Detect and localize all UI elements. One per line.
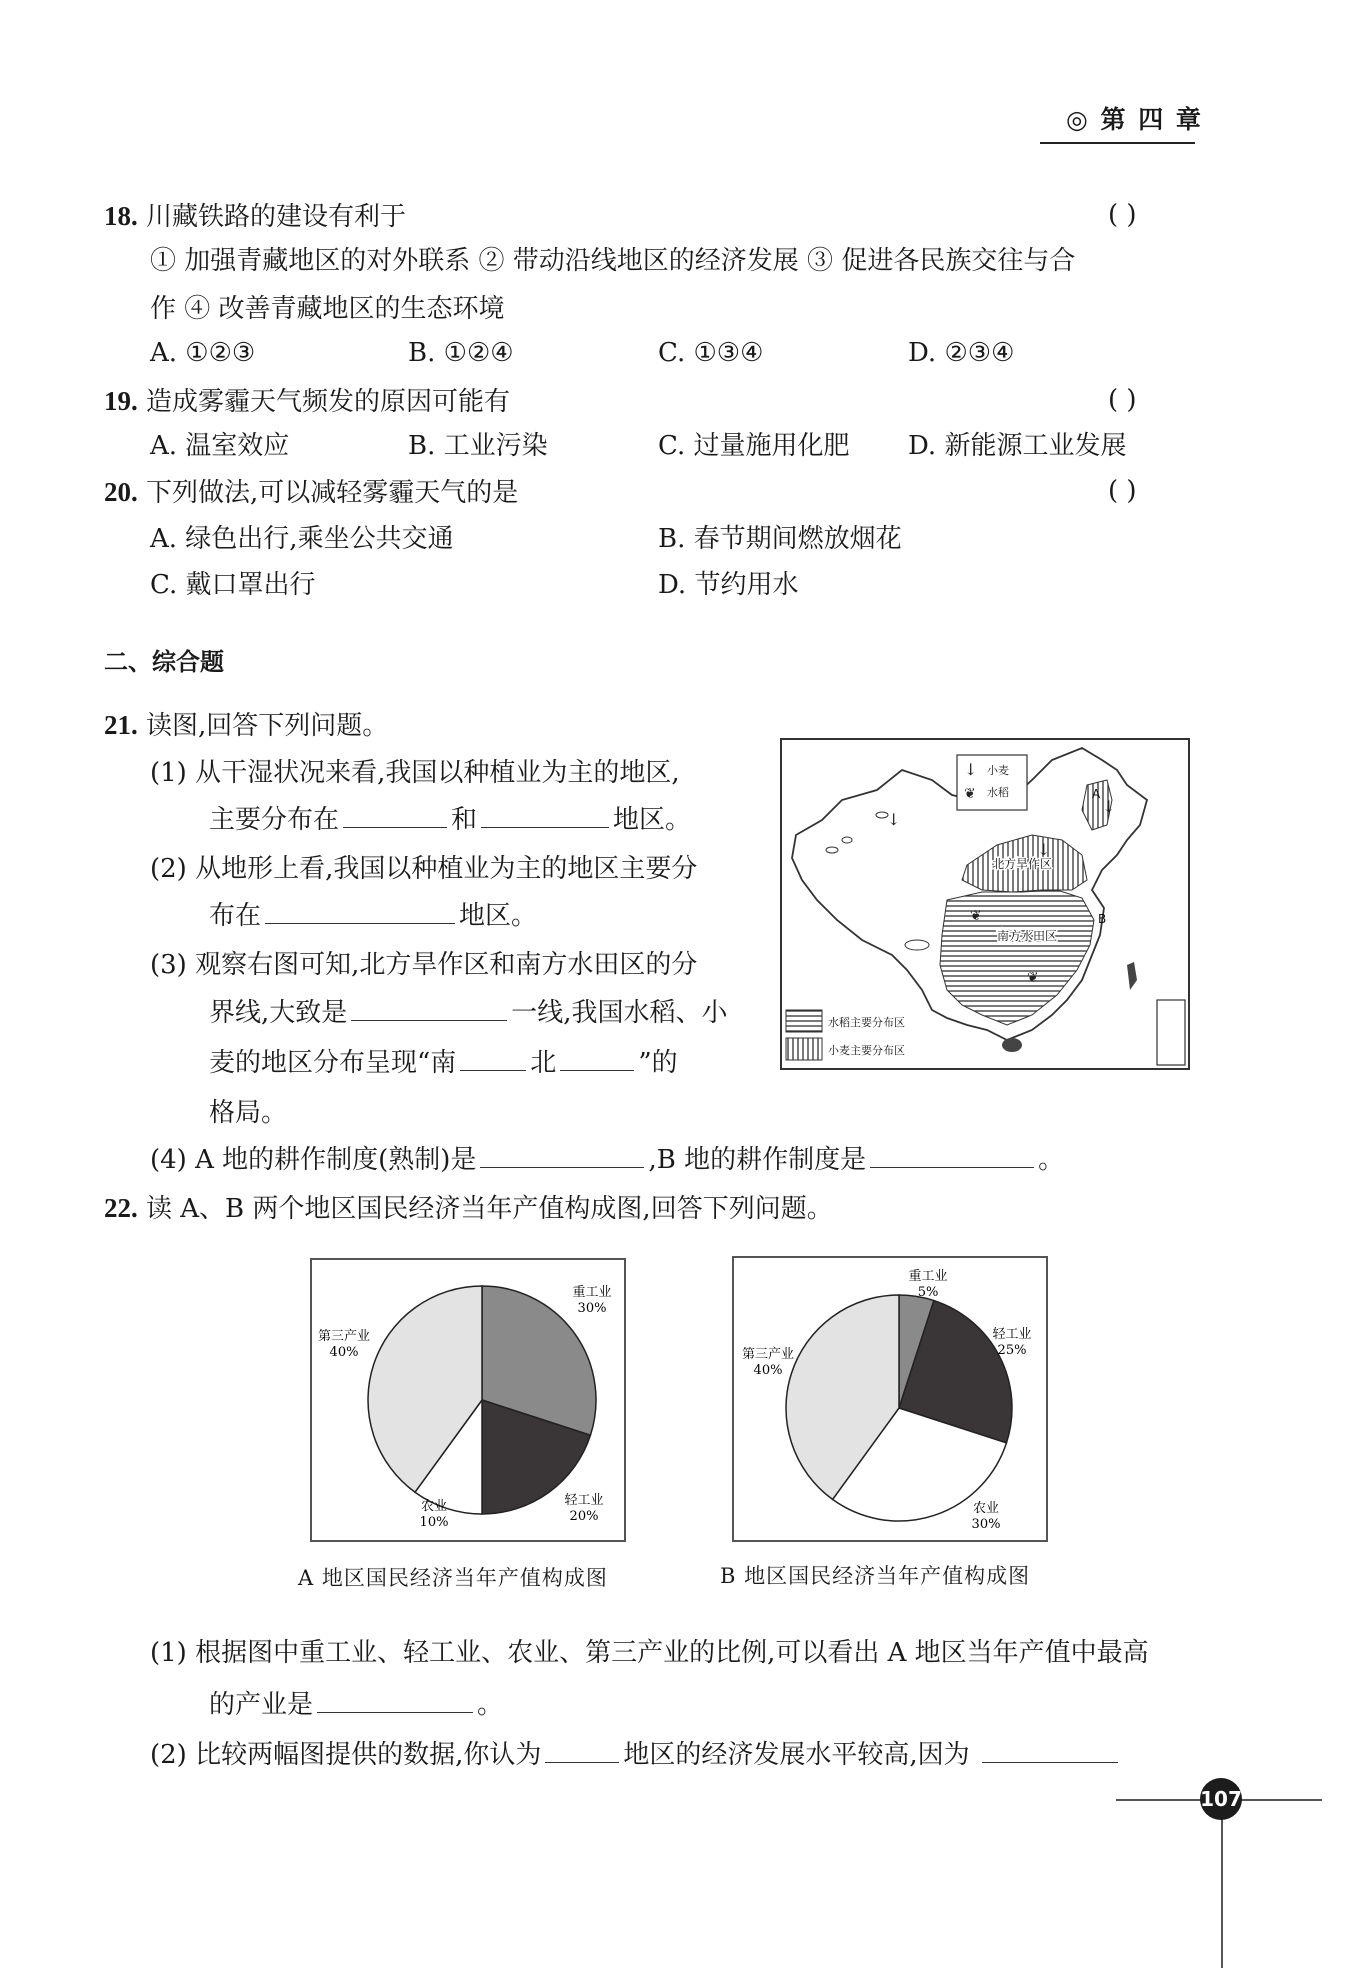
q18-stem [104, 203, 406, 230]
q19-answer-paren: ( ) [1108, 385, 1137, 415]
q22-part1-line1: (1) 根据图中重工业、轻工业、农业、第三产业的比例,可以看出 A 地区当年产值中最高 [150, 1638, 1149, 1668]
q20-option-b: B. 春节期间燃放烟花 [658, 524, 902, 554]
q21-p1-mid: 和 [451, 805, 478, 835]
wheat-marker: ↓ [887, 810, 901, 829]
q20-answer-paren: ( ) [1108, 476, 1137, 506]
q22-text: 读 A、B 两个地区国民经济当年产值构成图,回答下列问题。 [146, 1194, 833, 1224]
q20-option-d: D. 节约用水 [658, 570, 799, 600]
map-label-b: B [1098, 912, 1107, 926]
answer-blank[interactable] [545, 1761, 619, 1763]
q20-text: 下列做法,可以减轻雾霾天气的是 [146, 478, 519, 508]
answer-blank[interactable] [351, 1019, 507, 1021]
q21-p1-post: 地区。 [613, 805, 692, 835]
answer-blank[interactable] [560, 1069, 634, 1071]
pie-slice-label: 重工业 [572, 1285, 612, 1300]
q21-p2-pre: 布在 [209, 901, 262, 931]
q19-number: 19. [104, 386, 138, 416]
pie-slice-label: 农业 [972, 1501, 1000, 1516]
q21-part2-line2 [209, 903, 537, 929]
q21-text: 读图,回答下列问题。 [146, 711, 389, 741]
rice-marker: ❦ [1027, 970, 1039, 986]
wheat-legend-icon: ↓ [964, 760, 978, 779]
q19-stem [104, 388, 510, 415]
q21-p3c-pre: 麦的地区分布呈现“南 [209, 1048, 457, 1078]
q21-part3-line3 [209, 1050, 678, 1076]
q21-p2-post: 地区。 [459, 901, 538, 931]
answer-blank[interactable] [460, 1069, 526, 1071]
pie-chart-b-frame [732, 1256, 1048, 1542]
pie-slice-label: 第三产业 [317, 1329, 371, 1344]
q19-option-b: B. 工业污染 [408, 431, 548, 461]
map-graphic [782, 740, 1188, 1068]
q21-part1-line1: (1) 从干湿状况来看,我国以种植业为主的地区, [150, 758, 680, 788]
q18-option-b: B. ①②④ [408, 338, 514, 368]
page-number-vline [1221, 1818, 1223, 1968]
q20-number: 20. [104, 477, 138, 507]
q21-p4-pre: (4) A 地的耕作制度(熟制)是 [150, 1145, 477, 1175]
q22-p1-post: 。 [477, 1690, 504, 1720]
q19-option-a: A. 温室效应 [150, 431, 290, 461]
lake [826, 847, 838, 853]
taiwan-island [1127, 962, 1137, 990]
south-paddy-zone-label: 南方水田区 [997, 929, 1058, 943]
page-number-badge [1200, 1778, 1242, 1820]
key-rice-label: 水稻主要分布区 [828, 1016, 905, 1029]
key-wheat-label: 小麦主要分布区 [828, 1044, 905, 1057]
wheat-marker: ↓ [1102, 797, 1116, 816]
wheat-marker: ↓ [1037, 840, 1051, 859]
pie-slice-value-label: 30% [971, 1517, 1001, 1532]
pie-slice-value-label: 10% [419, 1515, 449, 1530]
answer-blank[interactable] [265, 922, 455, 924]
q18-option-d: D. ②③④ [908, 338, 1015, 368]
legend-wheat: 小麦 [987, 764, 1009, 777]
key-wheat-swatch [786, 1038, 822, 1060]
q19-option-d: D. 新能源工业发展 [908, 431, 1127, 461]
q21-p1-pre: 主要分布在 [209, 805, 340, 835]
q21-stem [104, 712, 388, 739]
page-number: 107 [1200, 1787, 1242, 1811]
legend-rice: 水稻 [987, 786, 1009, 799]
answer-blank[interactable] [870, 1166, 1034, 1168]
pie-slice-label: 农业 [420, 1499, 448, 1514]
pie-chart-b-caption: B 地区国民经济当年产值构成图 [720, 1564, 1031, 1588]
q21-p4-mid: ,B 地的耕作制度是 [648, 1145, 867, 1175]
answer-blank[interactable] [343, 826, 447, 828]
rice-legend-icon: ❦ [964, 786, 976, 802]
pie-slice-value-label: 40% [753, 1363, 783, 1378]
q21-part3-line2 [209, 1000, 728, 1026]
pie-slice-label: 第三产业 [741, 1347, 795, 1362]
q22-p2-pre: (2) 比较两幅图提供的数据,你认为 [150, 1740, 542, 1770]
q21-p3c-mid: 北 [530, 1048, 557, 1078]
pie-slice-label: 重工业 [908, 1269, 948, 1284]
q18-option-a: A. ①②③ [150, 338, 256, 368]
pie-chart-a [312, 1260, 624, 1540]
china-crop-map [780, 738, 1190, 1070]
q19-text: 造成雾霾天气频发的原因可能有 [146, 387, 511, 417]
q21-part2-line1: (2) 从地形上看,我国以种植业为主的地区主要分 [150, 854, 698, 884]
pie-slice-label: 轻工业 [992, 1327, 1032, 1342]
q22-part1-line2 [209, 1692, 503, 1718]
pie-slice-value-label: 40% [329, 1345, 359, 1360]
q20-option-c: C. 戴口罩出行 [150, 570, 316, 600]
answer-blank[interactable] [481, 826, 609, 828]
pie-chart-a-frame [310, 1258, 626, 1542]
key-rice-swatch [786, 1010, 822, 1032]
q22-part2 [150, 1742, 1122, 1768]
north-dry-zone-label: 北方旱作区 [992, 857, 1053, 871]
q22-p1-pre: 的产业是 [209, 1690, 314, 1720]
q21-number: 21. [104, 710, 138, 740]
pie-slice-label: 轻工业 [564, 1493, 604, 1508]
rice-marker: ❦ [970, 908, 982, 924]
pie-chart-b [734, 1258, 1046, 1540]
pie-slice-value-label: 25% [997, 1343, 1027, 1358]
lake [905, 940, 929, 950]
q18-option-c: C. ①③④ [658, 338, 764, 368]
q22-stem [104, 1195, 833, 1222]
map-label-a: A [1092, 787, 1101, 801]
pie-chart-a-caption: A 地区国民经济当年产值构成图 [298, 1566, 608, 1590]
pie-slice-value-label: 30% [577, 1301, 607, 1316]
q22-number: 22. [104, 1193, 138, 1223]
answer-blank[interactable] [480, 1166, 644, 1168]
q18-statements-line1: ① 加强青藏地区的对外联系 ② 带动沿线地区的经济发展 ③ 促进各民族交往与合 [150, 246, 1076, 276]
q21-part1-line2 [209, 807, 691, 833]
q21-p3c-post: ”的 [638, 1048, 678, 1078]
q20-stem [104, 479, 518, 506]
header-rule [1040, 142, 1195, 144]
q19-option-c: C. 过量施用化肥 [658, 431, 850, 461]
south-sea-inset [1157, 1000, 1185, 1065]
q21-part3-line4: 格局。 [209, 1098, 288, 1128]
q21-part3-line1: (3) 观察右图可知,北方旱作区和南方水田区的分 [150, 950, 698, 980]
q20-option-a: A. 绿色出行,乘坐公共交通 [150, 524, 454, 554]
pie-slice-value-label: 20% [569, 1509, 599, 1524]
hainan-island [1002, 1038, 1022, 1052]
q22-p2-mid: 地区的经济发展水平较高,因为 [623, 1740, 970, 1770]
section-heading: 二、综合题 [104, 648, 224, 676]
q21-p3-pre: 界线,大致是 [209, 998, 348, 1028]
answer-blank[interactable] [317, 1711, 473, 1713]
q18-number: 18. [104, 201, 138, 231]
q21-p4-post: 。 [1038, 1145, 1065, 1175]
pie-slice-value-label: 5% [917, 1285, 939, 1300]
chapter-header: ◎ 第 四 章 [1066, 105, 1203, 134]
south-paddy-zone [940, 890, 1094, 1025]
q21-part4 [150, 1147, 1064, 1173]
q18-statements-line2: 作 ④ 改善青藏地区的生态环境 [150, 294, 505, 324]
lake [842, 837, 852, 843]
q18-text: 川藏铁路的建设有利于 [146, 202, 407, 232]
answer-blank[interactable] [982, 1761, 1118, 1763]
q18-answer-paren: ( ) [1108, 200, 1137, 230]
q21-p3-post: 一线,我国水稻、小 [511, 998, 728, 1028]
